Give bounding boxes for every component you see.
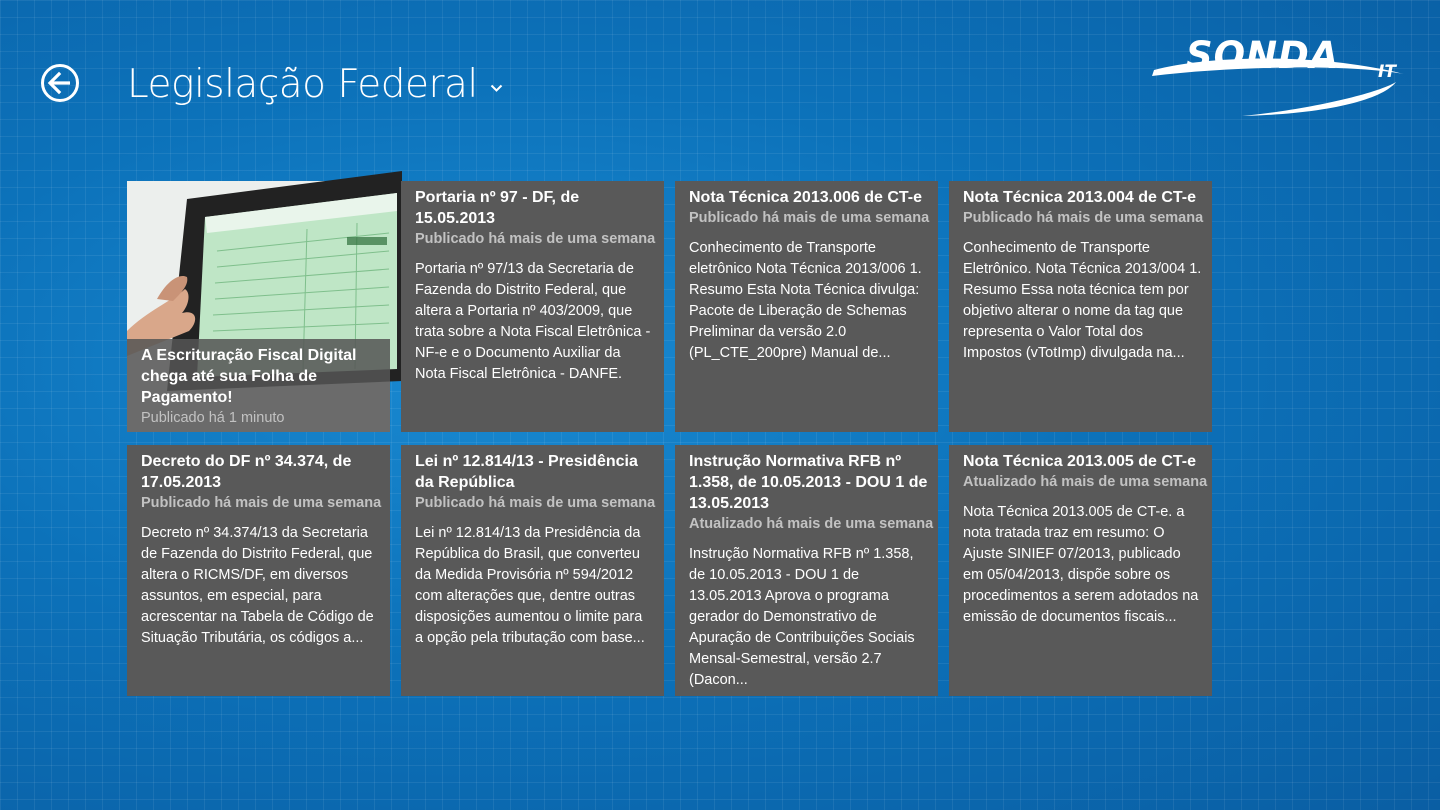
featured-title: A Escrituração Fiscal Digital chega até sua Folha de Pagamento! xyxy=(141,347,357,406)
news-title: Portaria nº 97 - DF, de 15.05.2013 xyxy=(415,189,580,227)
featured-caption xyxy=(127,339,390,432)
news-title: Instrução Normativa RFB nº 1.358, de 10.05.2013 - DOU 1 de 13.05.2013 xyxy=(689,453,928,512)
news-tile[interactable] xyxy=(675,181,938,432)
news-tile[interactable] xyxy=(127,445,390,696)
news-tile[interactable] xyxy=(949,445,1212,696)
back-button[interactable] xyxy=(41,64,79,102)
news-tile[interactable] xyxy=(675,445,938,696)
news-title: Nota Técnica 2013.004 de CT-e xyxy=(963,189,1196,206)
news-date: Atualizado há mais de uma semana xyxy=(689,516,934,532)
news-title: Nota Técnica 2013.006 de CT-e xyxy=(689,189,922,206)
news-date: Publicado há mais de uma semana xyxy=(141,495,382,511)
news-tile[interactable] xyxy=(401,445,664,696)
news-date: Atualizado há mais de uma semana xyxy=(963,474,1208,490)
news-summary: Lei nº 12.814/13 da Presidência da República do Brasil, que converteu da Medida Provisória nº 594/2012 com alterações que, dentre outras disposições aumentou o limite para a opção pela tributação com base... xyxy=(415,525,645,646)
news-tile[interactable] xyxy=(401,181,664,432)
news-date: Publicado há mais de uma semana xyxy=(963,210,1204,226)
news-date: Publicado há mais de uma semana xyxy=(415,231,656,247)
sonda-logo xyxy=(1146,34,1408,122)
back-arrow-icon xyxy=(48,72,72,94)
news-summary: Nota Técnica 2013.005 de CT-e. a nota tratada traz em resumo: O Ajuste SINIEF 07/2013, publicado em 05/04/2013, dispõe sobre os procedimentos a serem adotados na emissão de documentos fiscais... xyxy=(963,504,1199,625)
page-title: Legislação Federal xyxy=(127,61,478,107)
news-summary: Decreto nº 34.374/13 da Secretaria de Fazenda do Distrito Federal, que altera o RICMS/DF, em diversos assuntos, em especial, para acrescentar na Tabela de Código de Situação Tributária, os códigos a... xyxy=(141,525,374,646)
chevron-down-icon xyxy=(490,84,503,93)
news-date: Publicado há mais de uma semana xyxy=(689,210,930,226)
page-title-dropdown[interactable] xyxy=(127,56,503,112)
news-title: Nota Técnica 2013.005 de CT-e xyxy=(963,453,1196,470)
news-summary: Conhecimento de Transporte eletrônico Nota Técnica 2013/006 1. Resumo Esta Nota Técnica divulga: Pacote de Liberação de Schemas Preliminar da versão 2.0 (PL_CTE_200pre) Manual de... xyxy=(689,240,922,361)
news-date: Publicado há mais de uma semana xyxy=(415,495,656,511)
news-grid xyxy=(127,181,1213,696)
news-summary: Conhecimento de Transporte Eletrônico. Nota Técnica 2013/004 1. Resumo Essa nota técnica tem por objetivo alterar o nome da tag que representa o Valor Total dos Impostos (vTotImp) divulgada na... xyxy=(963,240,1202,361)
featured-news-tile[interactable] xyxy=(127,181,390,432)
news-title: Decreto do DF nº 34.374, de 17.05.2013 xyxy=(141,453,352,491)
featured-date: Publicado há 1 minuto xyxy=(141,410,285,426)
logo-wordmark: SONDA xyxy=(1186,34,1340,77)
news-summary: Instrução Normativa RFB nº 1.358, de 10.05.2013 - DOU 1 de 13.05.2013 Aprova o programa gerador do Demonstrativo de Apuração de Contribuições Sociais Mensal-Semestral, versão 2.7 (Dacon... xyxy=(689,546,915,688)
news-summary: Portaria nº 97/13 da Secretaria de Fazenda do Distrito Federal, que altera a Portaria nº 403/2009, que trata sobre a Nota Fiscal Eletrônica - NF-e e o Documento Auxiliar da Nota Fiscal Eletrônica - DANFE. xyxy=(415,261,651,382)
news-title: Lei nº 12.814/13 - Presidência da República xyxy=(415,453,638,491)
logo-suffix: IT xyxy=(1378,62,1396,82)
news-tile[interactable] xyxy=(949,181,1212,432)
